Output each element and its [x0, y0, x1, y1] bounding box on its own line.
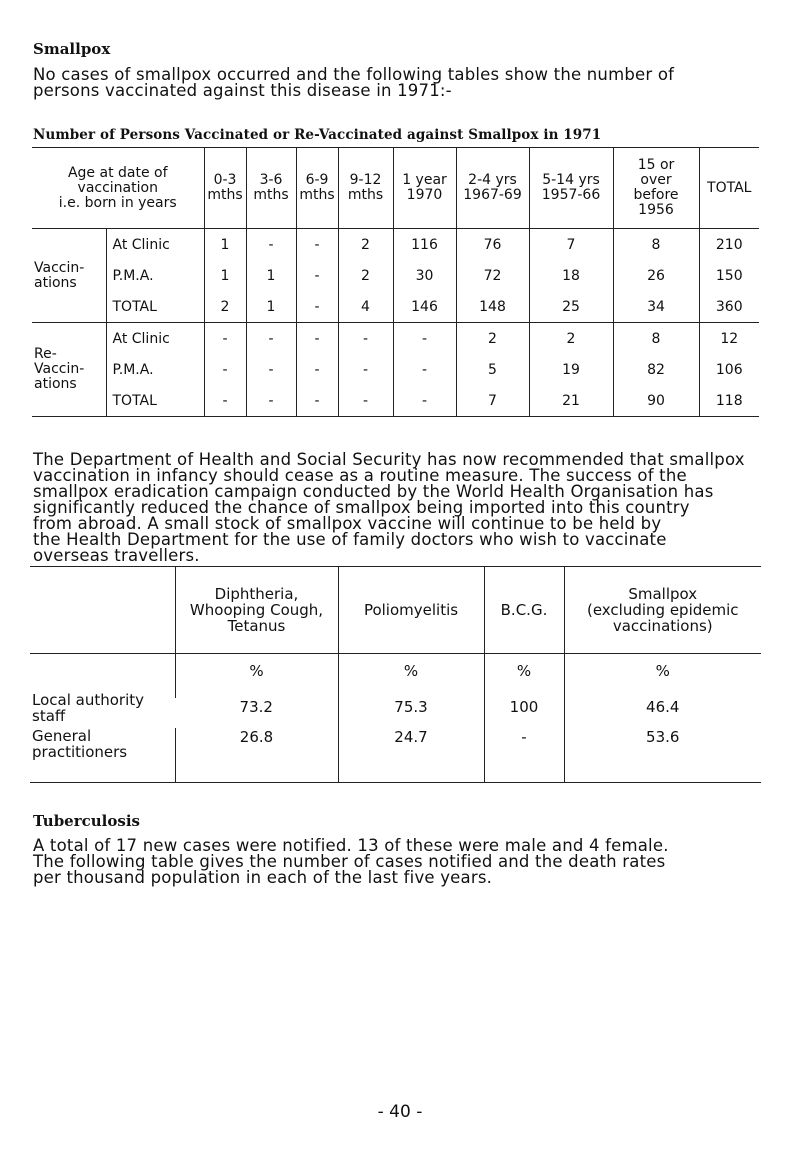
policy-paragraph	[33, 452, 745, 564]
table1-cell: -	[393, 385, 456, 417]
table1-title: Number of Persons Vaccinated or Re-Vaccinated against Smallpox in 1971	[33, 127, 602, 143]
table2-cell: 75.3	[338, 698, 484, 728]
table1-cell: 2	[529, 323, 613, 355]
header-line: Smallpox	[628, 585, 698, 603]
table1-cell: 1	[204, 260, 246, 291]
table2-cell: 53.6	[564, 728, 761, 783]
header-line: vaccinations)	[612, 617, 713, 635]
table1-cell: 360	[715, 298, 743, 315]
tuberculosis-line-3: per thousand population in each of the last five years.	[33, 868, 493, 887]
header-line: (excluding epidemic	[586, 601, 739, 619]
table1-cell: 7	[456, 385, 529, 417]
table2-cell: 26.8	[175, 728, 338, 783]
percent-sign: %	[175, 654, 338, 699]
table1-row-label: TOTAL	[106, 291, 204, 323]
header-line: mths	[253, 187, 289, 203]
table1-cell: -	[296, 323, 338, 355]
table1-row	[32, 354, 759, 385]
table2-header-col	[484, 567, 564, 654]
table2-header-col	[564, 567, 761, 654]
table1-cell: 76	[456, 229, 529, 261]
table1-cell: 150	[715, 267, 743, 284]
header-line: Age at date of	[67, 164, 168, 181]
header-line: 9-12	[349, 172, 382, 188]
table1-cell: -	[296, 354, 338, 385]
row-label-line: practitioners	[32, 743, 128, 761]
header-line: 2-4 yrs	[468, 172, 517, 188]
header-line: 1967-69	[463, 187, 522, 203]
header-line: vaccination	[77, 179, 158, 196]
table1-cell: 26	[613, 260, 699, 291]
table1-cell: 7	[529, 229, 613, 261]
header-line: 1957-66	[541, 187, 601, 203]
table1-header-col	[393, 148, 456, 229]
table1-cell: 106	[715, 361, 743, 378]
page-number: - 40 -	[377, 1102, 423, 1122]
table1-cell: -	[338, 354, 393, 385]
table1-row	[32, 385, 759, 417]
table1-row-label: P.M.A.	[106, 260, 204, 291]
table1-cell: -	[296, 291, 338, 323]
table1-cell: 146	[393, 291, 456, 323]
table1-group-label	[32, 229, 106, 323]
table1-row-label: P.M.A.	[106, 354, 204, 385]
table1-cell: -	[296, 385, 338, 417]
header-line: Diphtheria,	[214, 585, 299, 603]
paragraph-line: from abroad. A small stock of smallpox vaccine will continue to be held by	[33, 514, 662, 533]
tuberculosis-heading: Tuberculosis	[33, 812, 140, 830]
table2-row-label	[30, 728, 175, 783]
table1-header-col	[204, 148, 246, 229]
table1-cell: 8	[613, 323, 699, 355]
table1-cell: -	[204, 323, 246, 355]
table1-cell: -	[204, 354, 246, 385]
table1-cell: 21	[529, 385, 613, 417]
paragraph-line: overseas travellers.	[33, 546, 200, 565]
header-line: 3-6	[259, 172, 283, 188]
table1-cell: 25	[529, 291, 613, 323]
table1-cell: 72	[456, 260, 529, 291]
row-label-line: Local authority	[32, 691, 145, 709]
table2-header-row	[30, 567, 761, 654]
header-line: before	[633, 187, 679, 203]
table2-cell: 73.2	[239, 698, 273, 716]
header-line: Whooping Cough,	[189, 601, 324, 619]
table1-cell: -	[246, 385, 296, 417]
header-line: i.e. born in years	[58, 194, 177, 211]
table1-header-col	[246, 148, 296, 229]
paragraph-line: vaccination in infancy should cease as a routine measure. The success of the	[33, 466, 687, 485]
header-line: 1 year	[402, 172, 447, 188]
table1-header-col	[456, 148, 529, 229]
table1-row-label: At Clinic	[106, 229, 204, 261]
tuberculosis-line-2: The following table gives the number of cases notified and the death rates	[33, 852, 666, 871]
table1-cell: 90	[613, 385, 699, 417]
table1-cell: 118	[699, 385, 759, 417]
table2-header-col	[338, 567, 484, 654]
table1-header-col	[338, 148, 393, 229]
percent-sign: %	[564, 654, 761, 699]
group-label-line: ations	[34, 376, 77, 392]
table1-cell: 4	[338, 291, 393, 323]
table1-cell: 2	[338, 229, 393, 261]
table1-header-col	[529, 148, 613, 229]
tuberculosis-line-1: A total of 17 new cases were notified. 13 of these were male and 4 female.	[33, 836, 669, 855]
table1-cell: -	[296, 229, 338, 261]
table1-cell: 210	[699, 229, 759, 261]
row-label-line: staff	[32, 707, 66, 725]
table1-cell: 2	[338, 260, 393, 291]
table1-cell: 1	[246, 291, 296, 323]
header-line: 0-3	[213, 172, 237, 188]
header-line: 1970	[406, 187, 443, 203]
table2-header-col	[175, 567, 338, 654]
table1-row	[32, 260, 759, 291]
table1-cell: -	[246, 354, 296, 385]
percent-sign: %	[338, 654, 484, 699]
header-line: 15 or	[637, 157, 675, 173]
table1-cell: 12	[699, 323, 759, 355]
header-line: mths	[299, 187, 335, 203]
paragraph-line: significantly reduced the chance of smallpox being imported into this country	[33, 498, 690, 517]
paragraph-line: smallpox eradication campaign conducted by the World Health Organisation has	[33, 482, 714, 501]
table1-cell: 1	[204, 229, 246, 261]
table1-cell: -	[338, 385, 393, 417]
table1-row-label: TOTAL	[106, 385, 204, 417]
group-label-line: ations	[34, 274, 77, 291]
table1-cell: -	[393, 354, 456, 385]
table1-cell: 30	[393, 260, 456, 291]
paragraph-line: the Health Department for the use of family doctors who wish to vaccinate	[33, 530, 667, 549]
table1-cell: 8	[613, 229, 699, 261]
header-line: 1956	[638, 202, 674, 218]
table1-cell: -	[338, 323, 393, 355]
table1-cell: 19	[529, 354, 613, 385]
row-label-line: General	[32, 727, 92, 745]
table2-cell: -	[484, 728, 564, 783]
header-line: TOTAL	[707, 179, 752, 196]
table1-row	[32, 291, 759, 323]
table1-header-total	[699, 148, 759, 229]
header-line: 5-14 yrs	[542, 172, 600, 188]
vaccination-table	[32, 147, 759, 417]
table1-cell: 116	[393, 229, 456, 261]
table1-cell: -	[204, 385, 246, 417]
smallpox-intro-line-1: No cases of smallpox occurred and the following tables show the number of	[33, 65, 675, 84]
table1-cell: 82	[613, 354, 699, 385]
group-label-line: Re-	[34, 346, 57, 362]
table1-row	[32, 229, 759, 261]
table2-cell: 46.4	[564, 698, 761, 728]
header-line: mths	[207, 187, 243, 203]
table1-row	[32, 323, 759, 355]
table1-cell: 148	[456, 291, 529, 323]
table1-cell: 34	[613, 291, 699, 323]
paragraph-line: The Department of Health and Social Security has now recommended that smallpox	[33, 450, 745, 469]
header-line: over	[640, 172, 672, 188]
header-line: mths	[347, 187, 384, 203]
table1-cell: -	[393, 323, 456, 355]
table1-row-label: At Clinic	[106, 323, 204, 355]
table2-header-blank	[30, 567, 175, 654]
table1-header-row	[32, 148, 759, 229]
group-label-line: Vaccin-	[34, 259, 85, 276]
group-label-line: Vaccin-	[34, 361, 85, 377]
table1-cell: -	[246, 323, 296, 355]
table2-row-general-practitioners	[30, 728, 761, 783]
header-line: 6-9	[305, 172, 329, 188]
smallpox-heading: Smallpox	[33, 40, 111, 58]
table1-cell: 2	[204, 291, 246, 323]
table1-cell: 1	[246, 260, 296, 291]
table1-header-col	[296, 148, 338, 229]
table2-cell: 24.7	[338, 728, 484, 783]
header-line: B.C.G.	[500, 601, 548, 619]
vaccinator-percent-table	[30, 566, 761, 783]
percent-sign: %	[484, 654, 564, 699]
table1-cell: 2	[456, 323, 529, 355]
table1-cell: 5	[456, 354, 529, 385]
header-line: Tetanus	[227, 617, 286, 635]
table2-cell: 100	[484, 698, 564, 728]
table1-cell: -	[296, 260, 338, 291]
smallpox-intro-line-2: persons vaccinated against this disease in 1971:-	[33, 81, 452, 100]
table1-cell: -	[246, 229, 296, 261]
table2-percent-row	[30, 654, 761, 699]
table1-header-age	[32, 148, 204, 229]
table1-cell: 18	[529, 260, 613, 291]
table1-header-col	[613, 148, 699, 229]
header-line: Poliomyelitis	[363, 601, 459, 619]
table1-group-label	[32, 323, 106, 417]
table2-row-label	[30, 654, 175, 729]
